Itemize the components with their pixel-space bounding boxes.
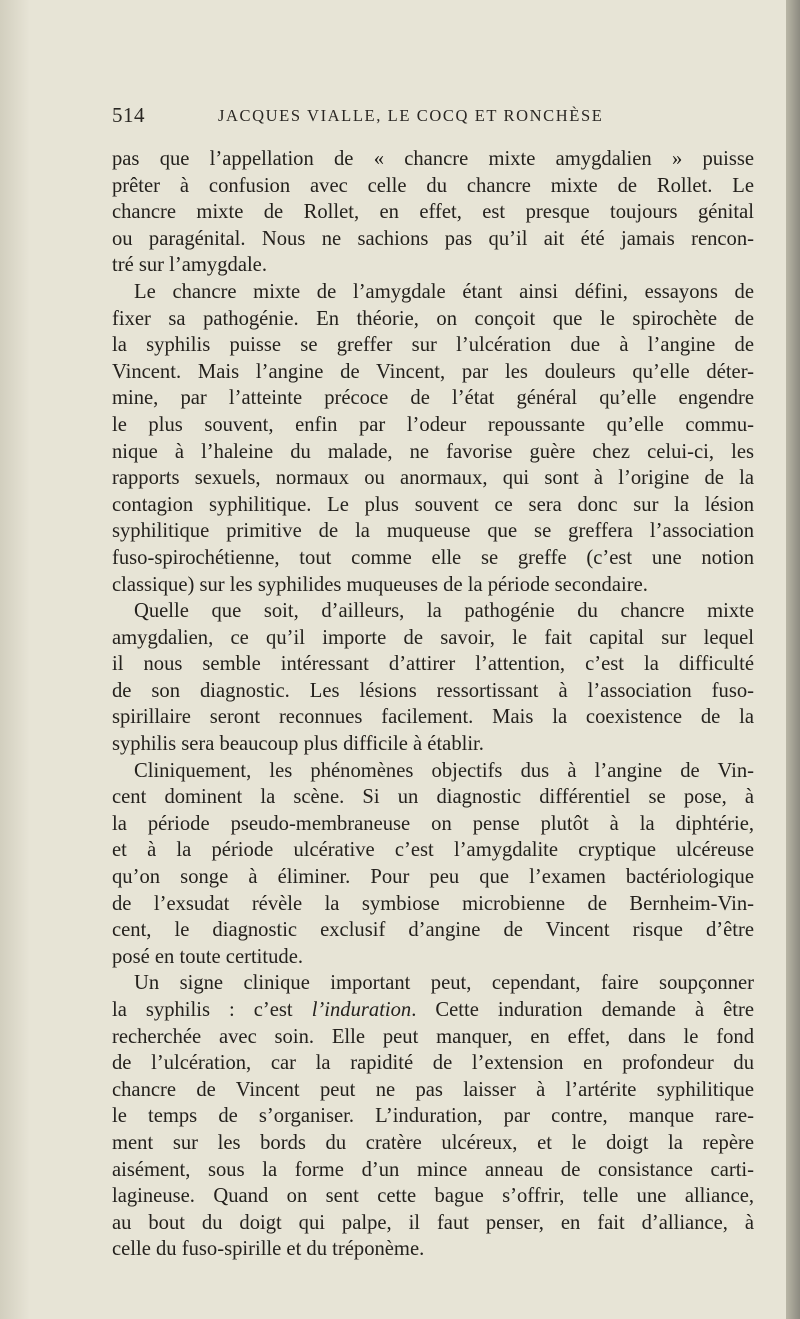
- paragraph-2: [112, 279, 754, 598]
- text-line: nique à l’haleine du malade, ne favorise guère chez celui-ci, les: [112, 440, 754, 463]
- text-fragment: . Cette induration demande à être: [411, 999, 754, 1021]
- text-line: Cliniquement, les phénomènes objectifs dus à l’angine de Vin-: [134, 759, 754, 782]
- text-line: rapports sexuels, normaux ou anormaux, qui sont à l’origine de la: [112, 467, 754, 490]
- text-line: Vincent. Mais l’angine de Vincent, par les douleurs qu’elle déter-: [112, 360, 754, 383]
- text-line: mine, par l’atteinte précoce de l’état général qu’elle engendre: [112, 387, 754, 410]
- text-line: contagion syphilitique. Le plus souvent ce sera donc sur la lésion: [112, 493, 754, 516]
- text-line: la syphilis puisse se greffer sur l’ulcération due à l’angine de: [112, 334, 754, 357]
- text-fragment: la syphilis : c’est: [112, 999, 312, 1021]
- text-line: de son diagnostic. Les lésions ressortissant à l’association fuso-: [112, 679, 754, 702]
- text-line-with-emphasis: [112, 997, 754, 1024]
- text-line: posé en toute certitude.: [112, 945, 303, 968]
- text-line: Quelle que soit, d’ailleurs, la pathogénie du chancre mixte: [134, 600, 754, 623]
- text-line: au bout du doigt qui palpe, il faut penser, en fait d’alliance, à: [112, 1211, 754, 1234]
- text-line: tré sur l’amygdale.: [112, 254, 267, 277]
- text-line: Le chancre mixte de l’amygdale étant ainsi défini, essayons de: [134, 280, 754, 303]
- text-line: classique) sur les syphilides muqueuses de la période secondaire.: [112, 573, 648, 596]
- running-head: [112, 103, 752, 133]
- text-line: Un signe clinique important peut, cependant, faire soupçonner: [134, 972, 754, 995]
- text-line: ou paragénital. Nous ne sachions pas qu’il ait été jamais rencon-: [112, 227, 754, 250]
- text-line: le plus souvent, enfin par l’odeur repoussante qu’elle commu-: [112, 413, 754, 436]
- text-line: qu’on songe à éliminer. Pour peu que l’examen bactériologique: [112, 866, 754, 889]
- text-line: fixer sa pathogénie. En théorie, on conçoit que le spirochète de: [112, 307, 754, 330]
- paragraph-1: [112, 146, 754, 279]
- paragraph-5: [112, 970, 754, 1263]
- text-line: de l’ulcération, car la rapidité de l’extension en profondeur du: [112, 1052, 754, 1075]
- text-line: chancre de Vincent peut ne pas laisser à l’artérite syphilitique: [112, 1078, 754, 1101]
- page-gutter-shadow: [0, 0, 30, 1319]
- page-edge: [786, 0, 800, 1319]
- page-number: 514: [112, 103, 145, 127]
- text-line: spirillaire seront reconnues facilement. Mais la coexistence de la: [112, 706, 754, 729]
- paragraph-3: [112, 598, 754, 758]
- text-line: syphilitique primitive de la muqueuse que se greffera l’association: [112, 520, 754, 543]
- text-line: il nous semble intéressant d’attirer l’attention, c’est la difficulté: [112, 653, 754, 676]
- text-line: cent dominent la scène. Si un diagnostic différentiel se pose, à: [112, 786, 754, 809]
- text-line: pas que l’appellation de « chancre mixte amygdalien » puisse: [112, 148, 754, 170]
- text-line: celle du fuso-spirille et du tréponème.: [112, 1238, 425, 1261]
- text-line: cent, le diagnostic exclusif d’angine de Vincent risque d’être: [112, 919, 754, 942]
- text-line: chancre mixte de Rollet, en effet, est presque toujours génital: [112, 201, 754, 224]
- paragraph-4: [112, 758, 754, 971]
- text-line: aisément, sous la forme d’un mince anneau de consistance carti-: [112, 1158, 754, 1181]
- text-line: de l’exsudat révèle la symbiose microbienne de Bernheim-Vin-: [112, 892, 754, 915]
- text-line: le temps de s’organiser. L’induration, par contre, manque rare-: [112, 1105, 754, 1128]
- emphasized-term: l’induration: [311, 999, 412, 1021]
- text-line: ment sur les bords du cratère ulcéreux, et le doigt la repère: [112, 1131, 754, 1154]
- running-title: JACQUES VIALLE, LE COCQ ET RONCHÈSE: [218, 106, 604, 125]
- text-line: prêter à confusion avec celle du chancre mixte de Rollet. Le: [112, 174, 754, 197]
- body-text: [112, 146, 754, 1263]
- text-line: lagineuse. Quand on sent cette bague s’offrir, telle une alliance,: [112, 1185, 754, 1208]
- text-line: fuso-spirochétienne, tout comme elle se greffe (c’est une notion: [112, 546, 754, 569]
- text-line: amygdalien, ce qu’il importe de savoir, le fait capital sur lequel: [112, 626, 754, 649]
- text-line: et à la période ulcérative c’est l’amygdalite cryptique ulcéreuse: [112, 839, 754, 862]
- text-line: la période pseudo-membraneuse on pense plutôt à la diphtérie,: [112, 812, 754, 835]
- text-line: syphilis sera beaucoup plus difficile à établir.: [112, 733, 484, 756]
- text-line: recherchée avec soin. Elle peut manquer, en effet, dans le fond: [112, 1025, 754, 1048]
